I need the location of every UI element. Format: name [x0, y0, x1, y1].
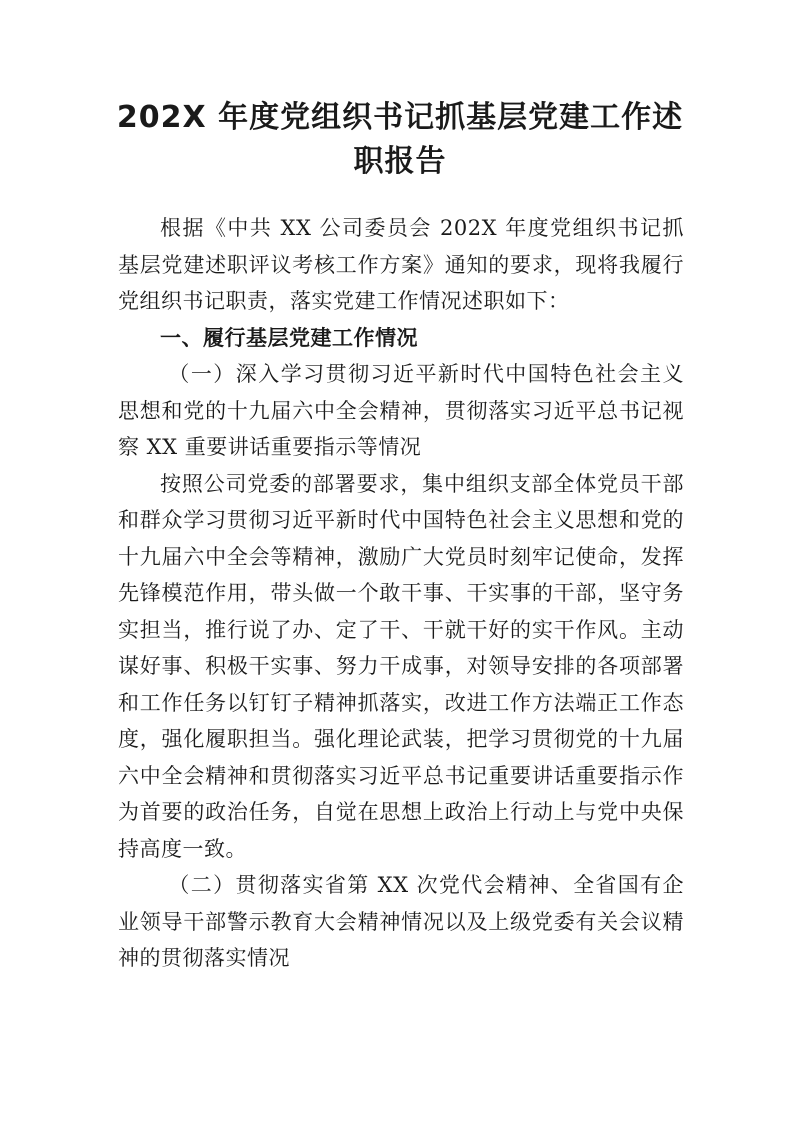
section-heading: 一、履行基层党建工作情况 — [160, 325, 418, 350]
subsection-heading-2: （二）贯彻落实省第 XX 次党代会精神、全省国有企业领导干部警示教育大会精神情况以及上级党委有关会议精神的贯彻落实情况 — [118, 873, 684, 970]
subsection-heading: （一）深入学习贯彻习近平新时代中国特色社会主义思想和党的十九届六中全会精神，贯彻落实习近平总书记视察 XX 重要讲话重要指示等情况 — [118, 362, 684, 459]
body-paragraph: 按照公司党委的部署要求，集中组织支部全体党员干部和群众学习贯彻习近平新时代中国特色社会主义思想和党的十九届六中全会等精神，激励广大党员时刻牢记使命，发挥先锋模范作用，带头做一个敢干事、干实事的干部，坚守务实担当，推行说了办、定了干、干就干好的实干作风。主动谋好事、积极干实事、努力干成事，对领导安排的各项部署和工作任务以钉钉子精神抓落实，改进工作方法端正工作态度，强化履职担当。强化理论武装，把学习贯彻党的十九届六中全会精神和贯彻落实习近平总书记重要讲话重要指示作为首要的政治任务，自觉在思想上政治上行动上与党中央保持高度一致。 — [118, 471, 684, 861]
document-body — [118, 210, 684, 977]
intro-paragraph: 根据《中共 XX 公司委员会 202X 年度党组织书记抓基层党建述职评议考核工作方案》通知的要求，现将我履行党组织书记职责，落实党建工作情况述职如下： — [118, 216, 684, 313]
document-title: 202X 年度党组织书记抓基层党建工作述职报告 — [116, 100, 684, 179]
